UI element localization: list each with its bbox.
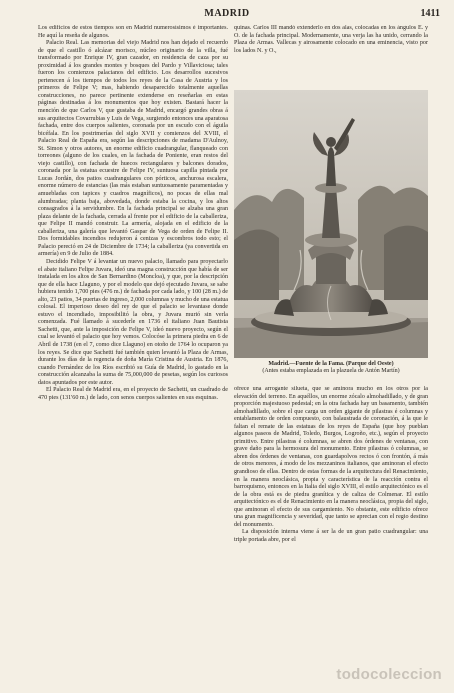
paragraph: quinas. Carlos III mandó extenderlo en dos alas, colocadas en los ángulos E. y O. de la fachada principal. Modernamente, una verja las ha unido, cerrando la Plaza de Armas. Vallecas y airosamente colocado en una eminencia, visto por los lados N. y O., — [234, 25, 428, 54]
paragraph: Decidido Felipe V á levantar un nuevo palacio, llamado para proyectarlo el abate italiano Felipe Juvara, ideó una magna construcción que había de ser instalada en los altos de San Bernardino (Moncloa), y que, por la descripción que de ella hace Llaguno, y por el modelo que dejó ejecutado Juvara, se sabe hubiera tenido 1,700 pies (476 m.) de fachada por cada lado, y 100 (28 m.) de alto, 23 patios, 34 puertas de ingreso, 2,000 columnas y mucho de una estatua colosal. El imperioso deseo del rey de que el palacio se levantase donde estuvo el incendiado, imposibilitó la obra, y Juvara murió sin verla comenzada. Fué llamado á sucederle en 1736 el italiano Juan Bautista Sachetti, que, ante la imposición de Felipe V, ideó nuevo proyecto, según el cual se levantó el palacio que hoy vemos. Colocóse la primera piedra en 6 de Abril de 1738 (en el 7, como dice Llaguno) en otoño de 1764 lo ocuparon ya los reyes. Se dice que Sachetti fué también quien levantó la Plaza de Armas, durante los días de la regencia de doña María Cristina de Austria. En 1876, cuando Fernández de los Ríos escribió su Guía de Madrid, lo gastado en la construcción alcanzaba la suma de 75,000,000 de pesetas, según los curiosos datos apuntados por este autor. — [38, 258, 228, 386]
watermark-logo: todocoleccion — [336, 666, 442, 683]
right-text-column-top — [234, 25, 428, 85]
fountain-illustration — [234, 90, 428, 358]
page-title: MADRID — [204, 8, 250, 19]
caption-line: (Antes estaba emplazada en la plazuela de Antón Martín) — [262, 368, 400, 374]
caption-line: Madrid.—Fuente de la Fama. (Parque del Oeste) — [268, 361, 394, 367]
left-text-column — [38, 25, 228, 645]
page-header — [0, 8, 454, 22]
paragraph: Los edificios de estos tiempos son en Madrid numerosísimos é importantes. He aquí la reseña de algunos. — [38, 25, 228, 39]
paragraph: La disposición interna viene á ser la de un gran patio cuadrangular: una triple portada abre, por el — [234, 529, 428, 543]
paragraph: El Palacio Real de Madrid era, en el proyecto de Sachetti, un cuadrado de 470 pies (131'60 m.) de lado, con senos cuerpos salientes en sus esquinas. — [38, 387, 228, 401]
paragraph: ofrece una arrogante silueta, que se aminora mucho en los otros por la elevación del terreno. En aquéllos, un enorme zócalo almohadillado, y de gran proporción majestuoso pedestal; en la otra fachada hay un basamento, también almohadillado, sobre el que carga un orden gigante de pilastras é columnas y entablamento de orden compuesto, con balaustrada de coronación, á la que le faltan el remate de las estatuas de los reyes de España (que hoy pueblan algunos paseos de Madrid, Toledo, Burgos, Logroño, etc.), según el proyecto primitivo. Entre pilastras é columnas, se abren dos órdenes de ventanas, con grave daño para la hermosura del monumento. Entre pilastras ó columnas, se abren dos órdenes de ventanas, con guardapolvos rectos ó con frontón, á más de otros menores, á modo de los mezzaninos italianos, que aminoran el efecto grandioso de ellas. Dentro de estas formas de la arquitectura del Renacimiento, en la manera neoclásica, propia y característica de la reacción contra el barroquismo, entonces en la Italia del siglo XVIII, el estilo arquitectónico es el de la obra está es de piedra granítica y de caliza de Colmenar. El estilo arquitectónico es el de Renacimiento en la manera neoclásica, propia del siglo, que aminoran el efecto de sus cargamiento. No obstante, este edificio ofrece una gran magnificencia y severidad, que tanto se aprecian con el regio destino del monumento. — [234, 386, 428, 528]
page-number: 1411 — [420, 8, 440, 19]
right-text-column-bottom — [234, 386, 428, 648]
paragraph: Palacio Real. Las memorias del viejo Madrid nos han dejado el recuerdo de que el castillo ó alcázar morisco, núcleo originario de la villa, fué transformado por Enrique IV, gran cazador, en residencia de caza por su proximidad á los grandes montes y bosques del Pardo y Villaviciosa; tales fueron los comienzos palacianos del edificio. Los desarrollos sucesivos pertenecen á los tiempos de todos los reyes de la Casa de Austria y los primeros de Felipe V; mas, habiendo desaparecido totalmente aquellas construcciones, no parece pertinente extenderse en reseñarlas en estas páginas destinadas á los monumentos que hoy existen. Bastará hacer la mención de que Carlos V, que gustaba de Madrid, encargó grandes obras á sus arquitectos Covarrubias y Luis de Vega, surgiendo entonces una aparatosa fachada, entre dos cuerpos salientes, coronada por un escudo con el águila bicéfala. En los postrimerías del siglo XVII y comienzos del XVIII, el Palacio Real de España era, según las descripciones de madama D'Aulnoy, St. Simon y otros autores, un enorme edificio cuadrangular, flanqueado con torreones (alguno de los cuales, en la fachada de Poniente, eran restos del viejo castillo), con fachada de huecos rectangulares y balcones dorados, coronada por la estatua ecuestre de Felipe IV, suntuosa capilla pintada por Lucas Jordán, dos patios cuadrangulares con pórticos, anchurosa escalera, enorme número de estancias (las más estaban suntuosamente paramentadas y amuebladas con tapices y cuadros magníficos), no pocas de ellas mal alumbradas; planta baja, abovedada, donde estaba la cocina, y los altos consagrados á la servidumbre. En la fachada principal se alzaba una gran plaza delante de la fachada, cerrada al frente por el edificio de la caballeriza, que Felipe II mandó construir. La armería, alojada en el edificio de la caballeriza, una galería que levantó Gaspar de Vega de orden de Felipe II. Dos formidables incendios redujeron á cenizas y escombros todo esto; el Palacio pereció en 24 de Diciembre de 1734; la caballeriza (ya convertida en armería) en 9 de Julio de 1884. — [38, 40, 228, 258]
fountain-photo — [234, 90, 428, 358]
figure-caption — [238, 361, 424, 375]
